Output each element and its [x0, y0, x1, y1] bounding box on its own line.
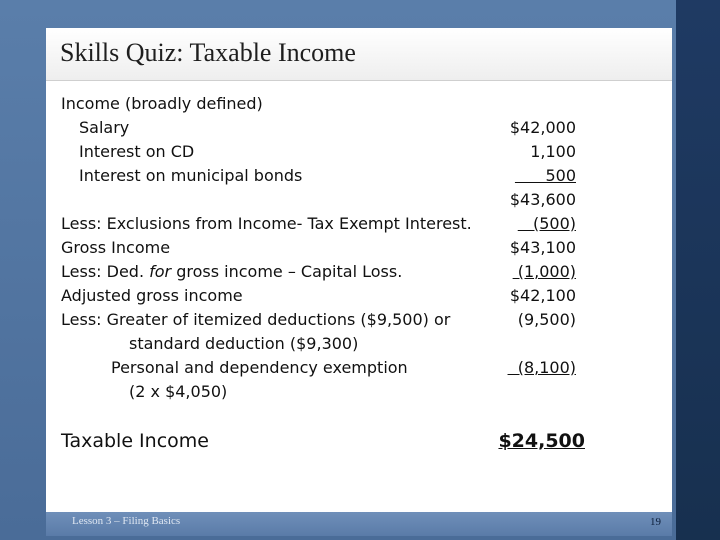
- standard-deduction-row: [61, 334, 661, 358]
- row-amount: $42,000: [509, 118, 576, 137]
- row-amount: (9,500): [517, 310, 576, 329]
- right-accent-bar: [676, 0, 720, 540]
- page-number: 19: [650, 516, 661, 528]
- exemption-row: [61, 358, 661, 382]
- cd-interest-row: [61, 142, 661, 166]
- agi-row: [61, 286, 661, 310]
- row-label: [61, 262, 402, 281]
- subtotal-row: [61, 190, 661, 214]
- capital-loss-row: [61, 262, 661, 286]
- row-label: standard deduction ($9,300): [129, 334, 359, 353]
- row-label: Adjusted gross income: [61, 286, 243, 305]
- income-header-row: [61, 94, 661, 118]
- row-label: Less: Exclusions from Income- Tax Exempt Interest.: [61, 214, 472, 233]
- row-amount: 500: [514, 166, 576, 185]
- row-amount: (1,000): [512, 262, 576, 281]
- row-amount: (500): [517, 214, 576, 233]
- exemption-detail-row: [61, 382, 661, 406]
- footer-bar: [46, 512, 672, 536]
- row-label: Interest on CD: [79, 142, 195, 161]
- total-amount: $24,500: [498, 430, 585, 452]
- title-band: [46, 28, 672, 81]
- deductions-row: [61, 310, 661, 334]
- row-label-part: gross income – Capital Loss.: [171, 262, 403, 281]
- slide-title: Skills Quiz: Taxable Income: [60, 38, 356, 67]
- row-amount: $43,100: [509, 238, 576, 257]
- row-amount: $43,600: [509, 190, 576, 209]
- gross-income-row: [61, 238, 661, 262]
- row-label: Income (broadly defined): [61, 94, 263, 113]
- muni-interest-row: [61, 166, 661, 190]
- slide: [46, 28, 672, 536]
- row-amount: $42,100: [509, 286, 576, 305]
- row-label: (2 x $4,050): [129, 382, 228, 401]
- row-label-emphasis: for: [149, 262, 172, 281]
- taxable-income-row: [61, 430, 661, 454]
- salary-row: [61, 118, 661, 142]
- row-label: Less: Greater of itemized deductions ($9,500) or: [61, 310, 451, 329]
- row-label: Gross Income: [61, 238, 171, 257]
- row-label: Salary: [79, 118, 130, 137]
- row-amount: (8,100): [507, 358, 576, 377]
- row-label-part: Less: Ded.: [61, 262, 150, 281]
- row-amount: 1,100: [530, 142, 576, 161]
- exclusions-row: [61, 214, 661, 238]
- footer-text: Lesson 3 – Filing Basics: [72, 515, 181, 527]
- row-label: Personal and dependency exemption: [111, 358, 408, 377]
- row-label: Interest on municipal bonds: [79, 166, 303, 185]
- total-label: Taxable Income: [61, 430, 209, 452]
